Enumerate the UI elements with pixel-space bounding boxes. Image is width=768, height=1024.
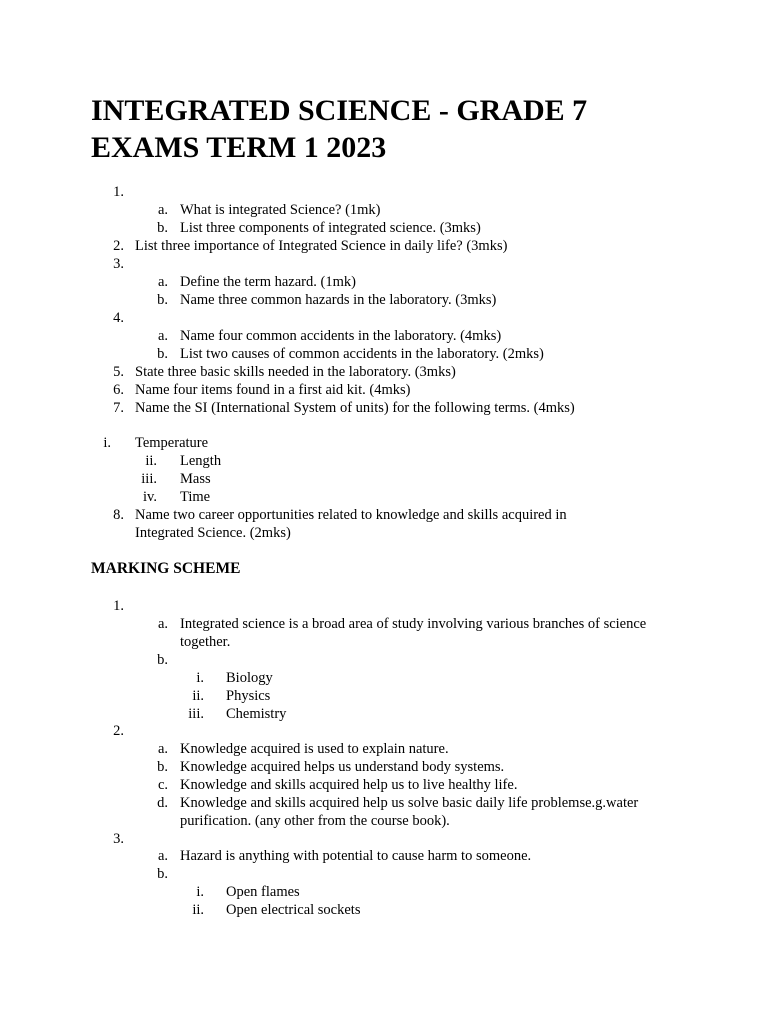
question-number: 6.	[113, 382, 124, 398]
question-1b: List three components of integrated science. (3mks)	[180, 220, 481, 236]
sub-marker: b.	[157, 866, 168, 882]
question-number: 2.	[113, 238, 124, 254]
roman-marker: iii.	[141, 471, 157, 487]
question-4a: Name four common accidents in the laboratory. (4mks)	[180, 328, 502, 344]
sub-marker: a.	[157, 202, 168, 218]
answer-1a-line-1: Integrated science is a broad area of study involving various branches of science	[180, 616, 647, 632]
question-number: 5.	[113, 364, 124, 380]
roman-marker: i.	[196, 884, 204, 900]
list-item: Temperature	[135, 435, 209, 451]
page-title	[91, 92, 711, 166]
list-item: Open flames	[226, 884, 300, 900]
roman-marker: ii.	[145, 453, 157, 469]
sub-marker: a.	[157, 616, 168, 632]
title-line-1: INTEGRATED SCIENCE - GRADE 7	[91, 94, 588, 127]
question-number: 1.	[113, 184, 124, 200]
roman-marker: iii.	[188, 706, 204, 722]
question-7: Name the SI (International System of units) for the following terms. (4mks)	[135, 400, 575, 416]
answer-number: 2.	[113, 723, 124, 739]
list-item: Physics	[226, 688, 271, 704]
list-item: Chemistry	[226, 706, 287, 722]
roman-marker: ii.	[192, 688, 204, 704]
answer-3a: Hazard is anything with potential to cause harm to someone.	[180, 848, 532, 864]
sub-marker: b.	[157, 220, 168, 236]
list-item: Open electrical sockets	[226, 902, 361, 918]
list-item: Length	[180, 453, 222, 469]
sub-marker: b.	[157, 652, 168, 668]
question-3a: Define the term hazard. (1mk)	[180, 274, 356, 290]
roman-marker: ii.	[192, 902, 204, 918]
roman-marker: i.	[196, 670, 204, 686]
roman-marker: i.	[103, 435, 111, 451]
sub-marker: a.	[157, 274, 168, 290]
roman-marker: iv.	[143, 489, 157, 505]
answer-1a-line-2: together.	[180, 634, 231, 650]
list-item: Mass	[180, 471, 211, 487]
sub-marker: a.	[157, 741, 168, 757]
question-6: Name four items found in a first aid kit. (4mks)	[135, 382, 411, 398]
sub-marker: b.	[157, 292, 168, 308]
question-number: 3.	[113, 256, 124, 272]
answer-number: 1.	[113, 598, 124, 614]
sub-marker: b.	[157, 759, 168, 775]
list-item: Knowledge and skills acquired help us solve basic daily life problemse.g.water	[180, 795, 639, 811]
question-4b: List two causes of common accidents in the laboratory. (2mks)	[180, 346, 544, 362]
question-5: State three basic skills needed in the laboratory. (3mks)	[135, 364, 456, 380]
question-number: 8.	[113, 507, 124, 523]
list-item: Knowledge acquired is used to explain nature.	[180, 741, 449, 757]
sub-marker: b.	[157, 346, 168, 362]
sub-marker: a.	[157, 328, 168, 344]
list-item: Biology	[226, 670, 273, 686]
sub-marker: a.	[157, 848, 168, 864]
list-item: Knowledge and skills acquired help us to live healthy life.	[180, 777, 518, 793]
question-number: 7.	[113, 400, 124, 416]
question-8-line-2: Integrated Science. (2mks)	[135, 525, 291, 541]
list-item: Knowledge acquired helps us understand body systems.	[180, 759, 505, 775]
sub-marker: d.	[157, 795, 168, 811]
marking-scheme-heading: MARKING SCHEME	[91, 560, 241, 577]
answer-number: 3.	[113, 831, 124, 847]
question-2: List three importance of Integrated Science in daily life? (3mks)	[135, 238, 508, 254]
title-line-2: EXAMS TERM 1 2023	[91, 131, 387, 164]
sub-marker: c.	[157, 777, 168, 793]
question-8-line-1: Name two career opportunities related to knowledge and skills acquired in	[135, 507, 567, 523]
question-1a: What is integrated Science? (1mk)	[180, 202, 381, 218]
list-item: Time	[180, 489, 211, 505]
question-3b: Name three common hazards in the laboratory. (3mks)	[180, 292, 497, 308]
question-number: 4.	[113, 310, 124, 326]
answer-2d-line-2: purification. (any other from the course book).	[180, 813, 450, 829]
